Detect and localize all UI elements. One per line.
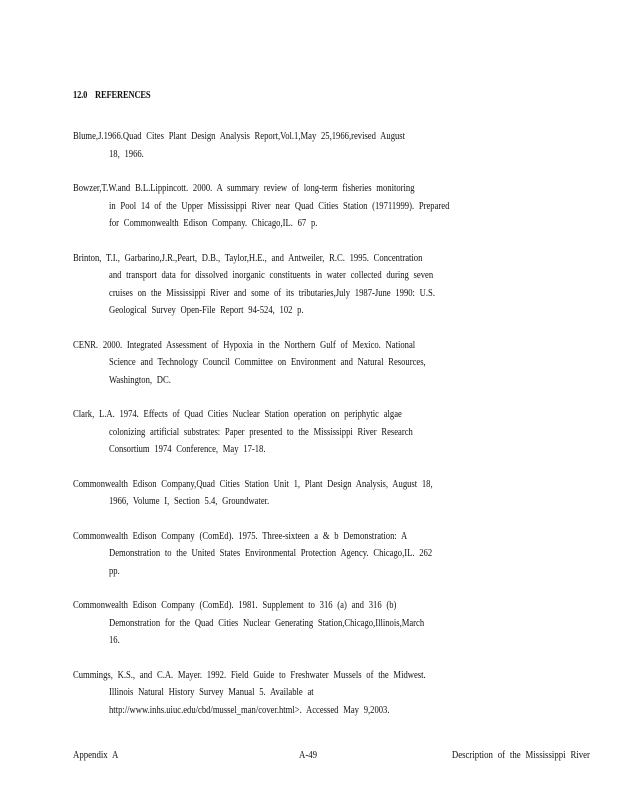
- reference-line-text: and transport data for dissolved inorganic constituents in water collected during seven: [109, 270, 434, 281]
- reference-line-text: Geological Survey Open-File Report 94-524, 102 p.: [109, 305, 304, 316]
- reference-first-line: [73, 406, 543, 424]
- footer-document-title: Description of the Mississippi River: [451, 750, 590, 761]
- reference-continuation-line: [73, 684, 543, 702]
- reference-continuation-line: [73, 632, 543, 650]
- reference-entry: [73, 528, 543, 581]
- footer-appendix-label: Appendix A: [73, 750, 119, 761]
- reference-entry: [73, 337, 543, 390]
- reference-continuation-line: [73, 302, 543, 320]
- reference-entry: [73, 180, 543, 233]
- reference-line-text: Cummings, K.S., and C.A. Mayer. 1992. Field Guide to Freshwater Mussels of the Midwest.: [73, 669, 426, 681]
- reference-continuation-line: [73, 615, 543, 633]
- section-title: REFERENCES: [95, 90, 151, 101]
- reference-line-text: in Pool 14 of the Upper Mississippi River near Quad Cities Station (19711999). Prepared: [109, 200, 450, 212]
- reference-continuation-line: [73, 441, 543, 459]
- reference-line-text: Commonwealth Edison Company (ComEd). 1975. Three-sixteen a & b Demonstration: A: [73, 530, 408, 542]
- reference-entry: [73, 406, 543, 459]
- reference-first-line: [73, 476, 543, 494]
- page-footer: [73, 750, 590, 764]
- reference-line-text: pp.: [109, 565, 120, 577]
- reference-line-text: Demonstration to the United States Environmental Protection Agency. Chicago,IL. 262: [109, 548, 433, 559]
- reference-continuation-line: [73, 267, 543, 285]
- reference-line-text: cruises on the Mississippi River and some of its tributaries,July 1987-June 1990: U.S.: [109, 287, 435, 299]
- reference-list: [73, 128, 543, 736]
- reference-first-line: [73, 128, 543, 146]
- reference-entry: [73, 667, 543, 720]
- reference-entry: [73, 250, 543, 320]
- reference-continuation-line: [73, 198, 543, 216]
- reference-continuation-line: [73, 215, 543, 233]
- reference-continuation-line: [73, 372, 543, 390]
- reference-continuation-line: [73, 563, 543, 581]
- reference-continuation-line: [73, 424, 543, 442]
- reference-first-line: [73, 667, 543, 685]
- reference-line-text: colonizing artificial substrates: Paper presented to the Mississippi River Research: [109, 426, 413, 438]
- reference-line-text: Commonwealth Edison Company,Quad Cities Station Unit 1, Plant Design Analysis, August 18,: [73, 478, 433, 490]
- reference-line-text: http://www.inhs.uiuc.edu/cbd/mussel_man/cover.html>. Accessed May 9,2003.: [109, 704, 390, 716]
- reference-entry: [73, 476, 543, 511]
- reference-first-line: [73, 250, 543, 268]
- reference-line-text: Washington, DC.: [109, 374, 171, 386]
- reference-entry: [73, 597, 543, 650]
- reference-continuation-line: [73, 146, 543, 164]
- section-heading: [73, 90, 150, 101]
- reference-line-text: for Commonwealth Edison Company. Chicago,IL. 67 p.: [109, 218, 318, 229]
- reference-line-text: Bowzer,T.W.and B.L.Lippincott. 2000. A summary review of long-term fisheries monitoring: [73, 183, 415, 194]
- reference-line-text: Commonwealth Edison Company (ComEd). 1981. Supplement to 316 (a) and 316 (b): [73, 600, 397, 611]
- reference-line-text: Illinois Natural History Survey Manual 5. Available at: [109, 687, 314, 698]
- reference-line-text: Demonstration for the Quad Cities Nuclear Generating Station,Chicago,Illinois,March: [109, 617, 425, 629]
- reference-line-text: Brinton, T.I., Garbarino,J.R.,Peart, D.B., Taylor,H.E., and Antweiler, R.C. 1995. Concentration: [73, 252, 423, 264]
- reference-line-text: CENR. 2000. Integrated Assessment of Hypoxia in the Northern Gulf of Mexico. National: [73, 339, 416, 351]
- reference-first-line: [73, 597, 543, 615]
- reference-continuation-line: [73, 702, 543, 720]
- section-number: 12.0: [73, 90, 88, 101]
- reference-line-text: 18, 1966.: [109, 148, 144, 160]
- reference-first-line: [73, 337, 543, 355]
- reference-line-text: 16.: [109, 635, 120, 646]
- reference-line-text: 1966, Volume I, Section 5.4, Groundwater.: [109, 496, 270, 507]
- reference-entry: [73, 128, 543, 163]
- reference-first-line: [73, 528, 543, 546]
- reference-first-line: [73, 180, 543, 198]
- reference-continuation-line: [73, 545, 543, 563]
- reference-continuation-line: [73, 493, 543, 511]
- reference-line-text: Science and Technology Council Committee on Environment and Natural Resources,: [109, 357, 426, 368]
- reference-line-text: Blume,J.1966.Quad Cites Plant Design Analysis Report,Vol.1,May 25,1966,revised August: [73, 131, 406, 142]
- reference-continuation-line: [73, 354, 543, 372]
- reference-line-text: Clark, L.A. 1974. Effects of Quad Cities Nuclear Station operation on periphytic algae: [73, 409, 402, 420]
- footer-page-number: A-49: [299, 750, 318, 761]
- reference-continuation-line: [73, 285, 543, 303]
- reference-line-text: Consortium 1974 Conference, May 17-18.: [109, 444, 266, 455]
